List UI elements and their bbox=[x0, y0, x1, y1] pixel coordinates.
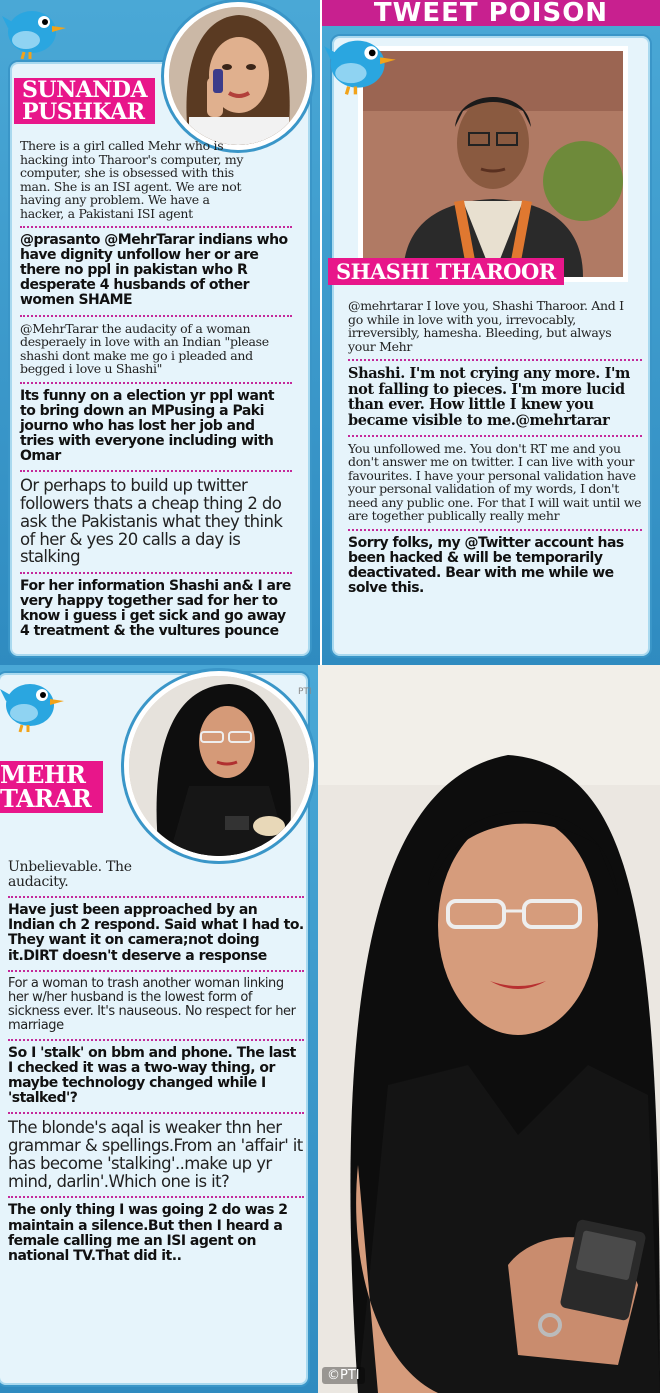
tweet: So I 'stalk' on bbm and phone. The last I checked it was a two-way thing, or maybe technology changed while I 'stalked'? bbox=[8, 1041, 304, 1114]
mehr-portrait bbox=[124, 671, 314, 861]
tweet: Have just been approached by an Indian ch 2 respond. Said what I had to. They want it on camera;not doing it.DIRT doesn't deserve a response bbox=[8, 898, 304, 971]
photo-credit: ©PTI bbox=[322, 1367, 365, 1384]
portrait-image bbox=[169, 7, 307, 145]
tweet: Shashi. I'm not crying any more. I'm not falling to pieces. I'm more lucid than ever. How little I knew you became visible to me.@mehrtarar bbox=[348, 361, 642, 437]
name-line-2: PUSHKAR bbox=[22, 99, 145, 125]
header-title: TWEET POISON bbox=[322, 0, 660, 26]
tweet: Unbelievable. The audacity. bbox=[8, 855, 304, 898]
mehr-name-label bbox=[0, 761, 103, 813]
name-line-1: SUNANDA bbox=[22, 77, 148, 103]
photo-image bbox=[363, 51, 623, 277]
mehr-tweet-list bbox=[8, 855, 304, 1270]
tweet: For her information Shashi an& I are very happy together sad for her to know i guess i get sick and go away 4 treatment & the vultures pounce bbox=[20, 578, 291, 640]
tweet: The only thing I was going 2 do was 2 maintain a silence.But then I heard a female calling me an ISI agent on national TV.That did it.. bbox=[8, 1202, 288, 1264]
shashi-panel bbox=[322, 0, 660, 665]
sunanda-tweet-list bbox=[20, 134, 292, 646]
sunanda-name-label bbox=[14, 78, 155, 124]
name-line-2: TARAR bbox=[0, 784, 92, 813]
shashi-name-label: SHASHI THAROOR bbox=[328, 258, 564, 285]
shashi-photo bbox=[358, 46, 628, 282]
tweet: The blonde's aqal is weaker thn her grammar & spellings.From an 'affair' it has become 'stalking'..make up yr mind, darlin'.Which one is it? bbox=[8, 1114, 304, 1198]
tweet: @MehrTarar the audacity of a woman desperaely in love with an Indian "please shashi dont make me go i pleaded and begged i love u Shashi" bbox=[20, 317, 292, 384]
tweet: Its funny on a election yr ppl want to bring down an MPusing a Paki journo who has lost her job and tries with everyone including with Omar bbox=[20, 384, 292, 473]
mehr-panel bbox=[0, 665, 318, 1393]
tweet: You unfollowed me. You don't RT me and you don't answer me on twitter. I can live with your favourites. I have your personal validation have your personal validation of my words, I don't need any public one. For that I will wait until we are together publically really mehr bbox=[348, 437, 642, 531]
photo-image bbox=[318, 665, 660, 1393]
mehr-portrait-credit: PTI bbox=[298, 687, 312, 697]
sunanda-portrait bbox=[164, 2, 312, 150]
shashi-tweet-list bbox=[348, 294, 642, 602]
sunanda-panel bbox=[0, 0, 320, 665]
mehr-large-photo bbox=[318, 665, 660, 1393]
tweet: @prasanto @MehrTarar indians who have dignity unfollow her or are there no ppl in pakistan who R desperate 4 husbands of other women SHAME bbox=[20, 228, 292, 317]
tweet: Sorry folks, my @Twitter account has been hacked & will be temporarily deactivated. Bear with me while we solve this. bbox=[348, 534, 624, 596]
twitter-bird-icon bbox=[324, 30, 398, 96]
tweet: @mehrtarar I love you, Shashi Tharoor. And I go while in love with you, irrevocably, irreversibly, hamesha. Bleeding, but always your Mehr bbox=[348, 294, 642, 361]
twitter-bird-icon bbox=[0, 675, 66, 733]
portrait-image bbox=[129, 676, 309, 856]
name-line-1: MEHR bbox=[0, 760, 86, 789]
twitter-bird-icon bbox=[2, 2, 68, 60]
tweet: There is a girl called Mehr who is hacking into Tharoor's computer, my computer, she is obsessed with this man. She is an ISI agent. We are not having any problem. We have a hacker, a Pakistani ISI agent bbox=[20, 134, 292, 228]
tweet: Or perhaps to build up twitter followers thats a cheap thing 2 do ask the Pakistanis what they think of her & yes 20 calls a day is stalking bbox=[20, 472, 292, 574]
tweet: For a woman to trash another woman linking her w/her husband is the lowest form of sickness ever. It's nauseous. No respect for her marriage bbox=[8, 972, 304, 1041]
